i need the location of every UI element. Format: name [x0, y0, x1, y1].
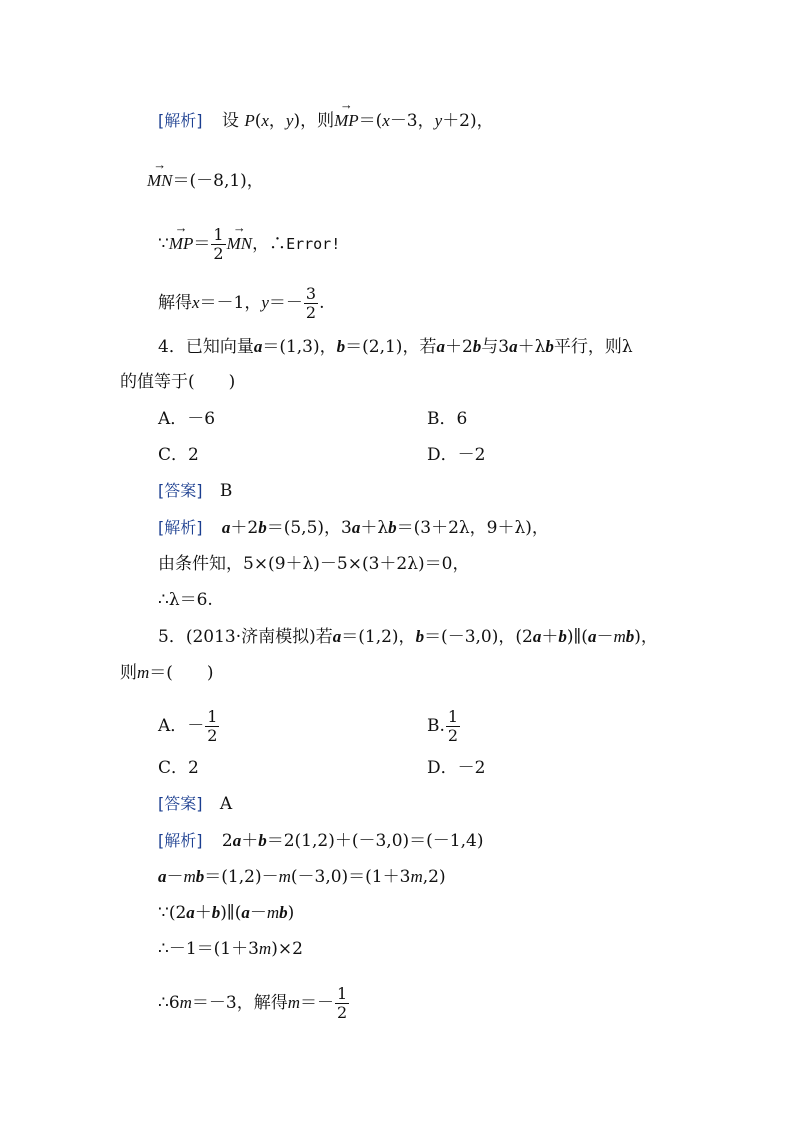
- var-m: m: [613, 627, 626, 646]
- vector-b: b: [545, 337, 554, 356]
- q4-option-a: A．－6: [158, 409, 216, 429]
- q4-answer: [158, 480, 232, 502]
- text: ＋2: [230, 518, 259, 538]
- q5-stem-line2: [120, 662, 214, 684]
- text: 的值等于( ): [120, 372, 236, 392]
- text: ∴6: [158, 993, 180, 1013]
- var-y: y: [261, 293, 269, 312]
- vector-a: a: [158, 867, 167, 886]
- vector-a: a: [436, 337, 445, 356]
- explanation-tag: [解析]: [158, 831, 203, 850]
- vector-a: a: [332, 627, 342, 646]
- text: ＝(3＋2λ，9＋λ)，: [396, 518, 549, 538]
- vector-a: a: [186, 903, 195, 922]
- q3-explain-line1: [158, 110, 494, 132]
- denominator: 2: [337, 1003, 348, 1022]
- q5-explain-line2: [158, 866, 446, 888]
- text: 平行，则λ: [553, 337, 633, 357]
- q4-stem-line2: [120, 371, 235, 393]
- text: 设: [221, 111, 239, 131]
- var-m: m: [258, 939, 272, 958]
- var-m: m: [179, 993, 192, 1012]
- text: (: [254, 111, 262, 131]
- answer-value: A: [219, 794, 233, 814]
- text: ＝－: [300, 993, 335, 1013]
- numerator: 3: [305, 284, 317, 303]
- q3-explain-line3: [158, 226, 340, 263]
- vector-a: a: [351, 518, 361, 537]
- q4-option-d: D．－2: [427, 445, 486, 465]
- text: ＝(2,1)，若: [345, 337, 437, 357]
- text: ＋2: [444, 337, 473, 357]
- denominator: 2: [447, 726, 459, 745]
- q4-stem-line1: [158, 336, 633, 358]
- q3-explain-line2: [147, 170, 264, 192]
- answer-tag: [答案]: [158, 794, 203, 813]
- var-P: P: [244, 111, 255, 130]
- text: ＝(5,5)，3: [266, 518, 352, 538]
- numerator: 1: [447, 707, 459, 726]
- text: ＋: [194, 903, 212, 923]
- vector-MN: → MN: [227, 233, 253, 255]
- text: ＝(－8,1)，: [172, 171, 264, 191]
- text: －: [249, 903, 267, 923]
- text: ＝－3，解得: [191, 993, 288, 1013]
- q5-option-a: [158, 708, 220, 745]
- denominator: 2: [207, 726, 218, 745]
- vector-a: a: [232, 831, 242, 850]
- vector-MN: → MN: [147, 170, 173, 192]
- vector-a: a: [509, 337, 518, 356]
- var-x: x: [382, 111, 390, 130]
- vector-b: b: [258, 831, 267, 850]
- var-m: m: [183, 867, 196, 886]
- text: 解得: [158, 293, 192, 313]
- vector-b: b: [625, 627, 635, 646]
- q5-option-b: [427, 708, 461, 745]
- vector-b: b: [558, 627, 567, 646]
- text: ∴－1＝(1＋3: [158, 939, 259, 959]
- vector-a: a: [532, 627, 542, 646]
- fraction-half: [446, 708, 460, 745]
- text: B.: [427, 716, 445, 736]
- var-m: m: [287, 993, 301, 1012]
- vector-b: b: [472, 337, 482, 356]
- q5-explain-line3: [158, 902, 294, 924]
- denominator: 2: [213, 244, 224, 263]
- text: (－3,0)＝(1＋3: [290, 867, 411, 887]
- text: ): [287, 903, 295, 923]
- var-m: m: [410, 867, 423, 886]
- vector-MP: → MP: [169, 233, 194, 255]
- text: ＝(1,2)－: [204, 867, 279, 887]
- var-y: y: [285, 111, 294, 130]
- var-y: y: [434, 111, 443, 130]
- numerator: 1: [337, 984, 348, 1003]
- text: ＝－1，: [199, 293, 262, 313]
- text: ＝( ): [149, 663, 214, 683]
- var-m: m: [266, 903, 280, 922]
- text: －: [596, 627, 614, 647]
- text: A．－: [158, 716, 205, 736]
- q5-explain-line5: [158, 985, 350, 1022]
- text: ＝(1,2)，: [341, 627, 416, 647]
- q3-explain-line4: [158, 285, 325, 322]
- vector-a: a: [221, 518, 231, 537]
- vector-a: a: [587, 627, 597, 646]
- text: ＋λ: [360, 518, 389, 538]
- text: ＋: [241, 831, 259, 851]
- q4-option-c: C．2: [158, 445, 199, 465]
- fraction-three-halves: [304, 285, 318, 322]
- vector-MP: → MP: [334, 110, 359, 132]
- q4-option-b: B．6: [427, 409, 468, 429]
- var-m: m: [278, 867, 291, 886]
- vector-b: b: [258, 518, 267, 537]
- vector-a: a: [241, 903, 250, 922]
- q5-explain-line1: [158, 830, 483, 852]
- numerator: 1: [213, 225, 224, 244]
- q4-explain-line1: [158, 517, 549, 539]
- vector-b: b: [211, 903, 221, 922]
- text: ∵(2: [158, 903, 187, 923]
- text: －: [166, 867, 184, 887]
- explanation-tag: [解析]: [158, 518, 203, 537]
- text: ＝(1,3)，: [262, 337, 337, 357]
- text: ，: [268, 111, 286, 131]
- denominator: 2: [305, 303, 317, 322]
- q5-answer: [158, 793, 232, 815]
- var-x: x: [261, 111, 269, 130]
- explanation-tag: [解析]: [158, 111, 203, 130]
- text: 2: [221, 831, 233, 851]
- fraction-half: [205, 708, 219, 745]
- answer-tag: [答案]: [158, 481, 203, 500]
- fraction-half: [335, 985, 349, 1022]
- vector-a: a: [253, 337, 263, 356]
- text: ＋: [541, 627, 559, 647]
- text: .: [319, 293, 325, 313]
- text: 则: [120, 663, 137, 683]
- error-text: Error!: [286, 235, 341, 253]
- fraction-half: [211, 226, 225, 263]
- vector-b: b: [388, 518, 397, 537]
- text: 5．(2013·济南模拟)若: [158, 627, 333, 647]
- q5-option-c: C．2: [158, 758, 199, 778]
- q4-explain-line2: 由条件知，5×(9＋λ)－5×(3＋2λ)＝0，: [158, 554, 470, 574]
- text: ＋λ: [517, 337, 546, 357]
- text: ＝(: [358, 111, 383, 131]
- text: )，: [634, 627, 658, 647]
- var-x: x: [192, 293, 200, 312]
- vector-b: b: [279, 903, 288, 922]
- text: )∥(: [220, 903, 242, 923]
- q4-explain-line3: ∴λ＝6.: [158, 590, 213, 610]
- text: 4．已知向量: [158, 337, 254, 357]
- answer-value: B: [219, 481, 233, 501]
- q5-explain-line4: [158, 938, 303, 960]
- text: )×2: [271, 939, 303, 959]
- q5-stem-line1: [158, 626, 658, 648]
- var-m: m: [137, 663, 150, 682]
- vector-b: b: [415, 627, 425, 646]
- text: ＝(－3,0)，(2: [424, 627, 533, 647]
- text: 与3: [481, 337, 510, 357]
- text: ＋2)，: [442, 111, 494, 131]
- q5-option-d: D．－2: [427, 758, 486, 778]
- text: )∥(: [566, 627, 588, 647]
- text: ＝－: [268, 293, 303, 313]
- text: ＝2(1,2)＋(－3,0)＝(－1,4): [266, 831, 484, 851]
- vector-b: b: [336, 337, 346, 356]
- text: ＝: [193, 234, 211, 254]
- text: ,2): [422, 867, 446, 887]
- text: ，∴: [252, 234, 287, 254]
- because-symbol: ∵: [158, 234, 169, 254]
- numerator: 1: [207, 707, 218, 726]
- text: －3，: [389, 111, 435, 131]
- text: )，则: [293, 111, 335, 131]
- vector-b: b: [195, 867, 205, 886]
